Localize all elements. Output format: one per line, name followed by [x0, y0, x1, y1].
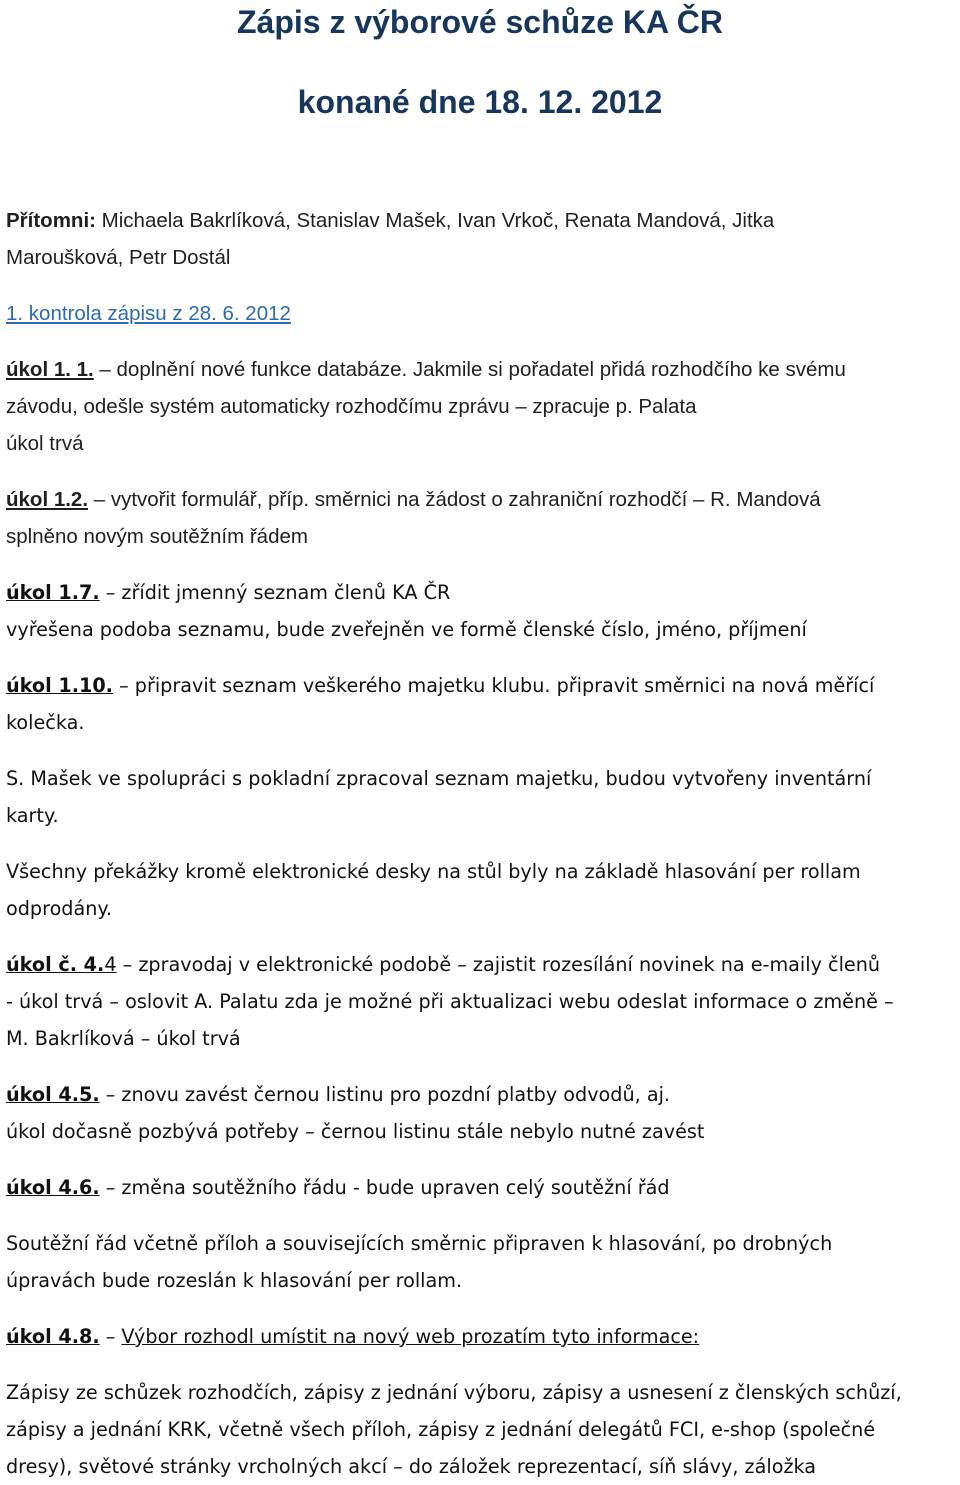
task-label: úkol 1.10.	[6, 674, 113, 697]
task-4-8: úkol 4.8. – Výbor rozhodl umístit na nový web prozatím tyto informace:	[6, 1325, 700, 1348]
attendance-names-2: Maroušková, Petr Dostál	[6, 246, 231, 269]
task-label: úkol 4.6.	[6, 1176, 100, 1199]
task-label: úkol 4.8.	[6, 1325, 100, 1348]
meeting-date-title: konané dne 18. 12. 2012	[297, 84, 663, 120]
task-4-5: úkol 4.5. – znovu zavést černou listinu pro pozdní platby odvodů, aj. úkol dočasně pozbývá potřeby – černou listinu stále nebylo nutné zavést	[6, 1083, 705, 1143]
task-4-8-list: Zápisy ze schůzek rozhodčích, zápisy z jednání výboru, zápisy a usnesení z členských schůzí, zápisy a jednání KRK, včetně všech příloh, zápisy z jednání delegátů FCI, e-shop (společné dresy), světové stránky vrcholných akcí – do záložek reprezentací, síň slávy, záložka	[6, 1381, 902, 1478]
task-1-10-note: S. Mašek ve spolupráci s pokladní zpracoval seznam majetku, budou vytvořeny inventární karty.	[6, 767, 872, 827]
task-1-10-vote: Všechny překážky kromě elektronické desky na stůl byly na základě hlasování per rollam odprodány.	[6, 860, 861, 920]
section-heading-1[interactable]: 1. kontrola zápisu z 28. 6. 2012	[6, 302, 291, 325]
attendance	[6, 202, 954, 276]
task-label: úkol č. 4.	[6, 953, 105, 976]
task-1-10: úkol 1.10. – připravit seznam veškerého majetku klubu. připravit směrnici na nová měřící kolečka.	[6, 674, 875, 734]
task-1-1: úkol 1. 1. – doplnění nové funkce databáze. Jakmile si pořadatel přidá rozhodčího ke svému závodu, odešle systém automaticky rozhodčímu zprávu – zpracuje p. Palata úkol trvá	[6, 358, 846, 455]
task-1-7: úkol 1.7. – zřídit jmenný seznam členů KA ČR vyřešena podoba seznamu, bude zveřejněn ve formě členské číslo, jméno, příjmení	[6, 581, 807, 641]
attendance-names-1: Michaela Bakrlíková, Stanislav Mašek, Ivan Vrkoč, Renata Mandová, Jitka	[95, 209, 775, 232]
task-4-4: úkol č. 4.4 – zpravodaj v elektronické podobě – zajistit rozesílání novinek na e-maily členů - úkol trvá – oslovit A. Palatu zda je možné při aktualizaci webu odeslat informace o změně – M. Bakrlíková – úkol trvá	[6, 953, 894, 1050]
task-1-2: úkol 1.2. – vytvořit formulář, příp. směrnici na žádost o zahraniční rozhodčí – R. Mandová splněno novým soutěžním řádem	[6, 488, 821, 548]
attendance-label: Přítomni:	[6, 209, 96, 232]
document-title: Zápis z výborové schůze KA ČR	[236, 4, 724, 40]
task-label: úkol 4.5.	[6, 1083, 100, 1106]
task-4-6: úkol 4.6. – změna soutěžního řádu - bude upraven celý soutěžní řád	[6, 1176, 670, 1199]
task-label: úkol 1.2.	[6, 488, 89, 511]
task-label: úkol 1. 1.	[6, 358, 94, 381]
task-4-6-note: Soutěžní řád včetně příloh a souvisejících směrnic připraven k hlasování, po drobných úpravách bude rozeslán k hlasování per rollam.	[6, 1232, 833, 1292]
task-label: úkol 1.7.	[6, 581, 100, 604]
